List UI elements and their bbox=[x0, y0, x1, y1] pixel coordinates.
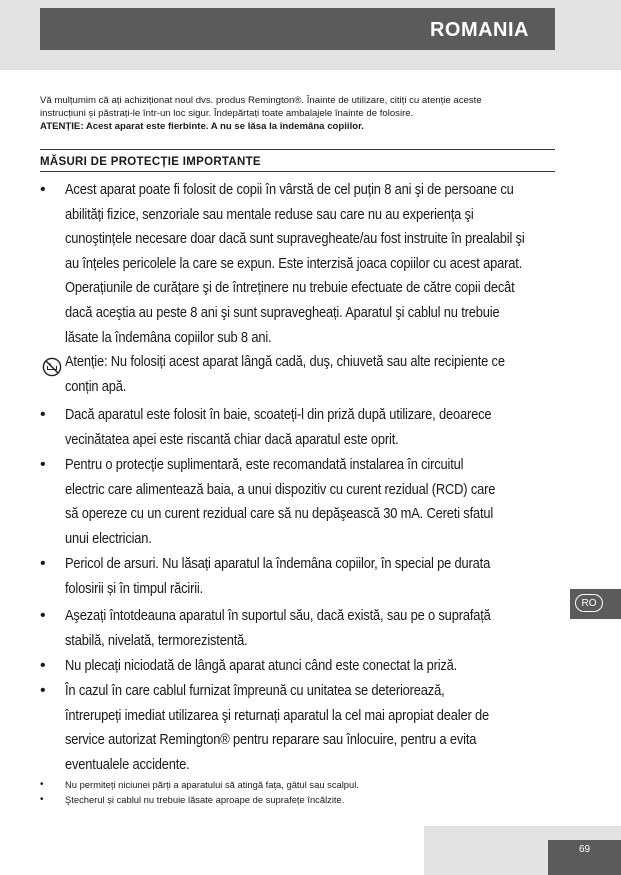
divider-bottom bbox=[40, 171, 555, 172]
intro-line-1: Vă mulțumim că ați achiziționat noul dvs. produs Remington®. Înainte de utilizare, citiți cu atenție aceste bbox=[40, 95, 482, 106]
text-line: abilități fizice, senzoriale sau mentale reduse sau care nu au experiența şi bbox=[65, 205, 474, 223]
header-bar bbox=[40, 8, 555, 50]
list-item-text bbox=[65, 453, 560, 551]
text-line: Aşezați întotdeauna aparatul în suportul său, dacă există, sau pe o suprafață bbox=[65, 607, 491, 624]
text-line: Operațiunile de curățare şi de întreținere nu trebuie efectuate de către copii decât bbox=[65, 279, 515, 297]
bullet: • bbox=[40, 555, 46, 572]
list-item-text bbox=[65, 679, 560, 777]
page-title: ROMANIA bbox=[429, 19, 529, 41]
text-line: cunoştințele necesare doar dacă sunt supravegheate/au fost instruite în prealabil şi bbox=[65, 230, 525, 248]
bullet: • bbox=[40, 779, 44, 790]
bullet: • bbox=[40, 406, 46, 423]
bullet: • bbox=[40, 682, 46, 699]
list-item-text: Ştecherul și cablul nu trebuie lăsate aproape de suprafețe încălzite. bbox=[65, 794, 345, 805]
list-item-text bbox=[65, 604, 560, 653]
text-line: vecinătatea apei este riscantă chiar dacă aparatul este oprit. bbox=[65, 430, 399, 448]
text-line: lăsate la îndemâna copiilor sub 8 ani. bbox=[65, 328, 272, 346]
bullet: • bbox=[40, 794, 44, 805]
intro-warning: ATENȚIE: Acest aparat este fierbinte. A nu se lăsa la îndemâna copiilor. bbox=[40, 121, 364, 132]
section-title: MĂSURI DE PROTECȚIE IMPORTANTE bbox=[40, 156, 261, 168]
list-item-text bbox=[65, 178, 560, 350]
text-line: În cazul în care cablul furnizat împreună cu unitatea se deteriorează, bbox=[65, 682, 445, 699]
text-line: electric care alimentează baia, a unui dispozitiv cu curent rezidual (RCD) care bbox=[65, 480, 496, 498]
text-line: Acest aparat poate fi folosit de copii în vârstă de cel puțin 8 ani şi de persoane cu bbox=[65, 181, 514, 198]
intro-paragraph bbox=[40, 94, 555, 133]
text-line: service autorizat Remington® pentru reparare sau înlocuire, pentru a evita bbox=[65, 731, 477, 749]
language-badge: RO bbox=[575, 594, 603, 612]
list-item-text bbox=[65, 403, 560, 452]
bullet: • bbox=[40, 181, 46, 198]
text-line: folosirii și în timpul răcirii. bbox=[65, 579, 204, 597]
bullet: • bbox=[40, 456, 46, 473]
divider-top bbox=[40, 149, 555, 150]
list-item-text bbox=[65, 350, 560, 399]
no-water-icon bbox=[42, 357, 62, 377]
text-line: au înțeles pericolele la care se expun. Este interzisă joaca copiilor cu acest aparat. bbox=[65, 254, 523, 272]
list-item-text: Nu permiteți niciunei părți a aparatului să atingă fața, gâtul sau scalpul. bbox=[65, 779, 359, 790]
text-line: să opereze cu un curent rezidual care să nu depăşească 30 mA. Cereti sfatul bbox=[65, 505, 494, 523]
text-line: Pericol de arsuri. Nu lăsați aparatul la îndemâna copiilor, în special pe durata bbox=[65, 555, 491, 572]
intro-line-2: instrucțiuni și păstrați-le într-un loc sigur. Îndepărtați toate ambalajele înainte de folosire. bbox=[40, 108, 414, 119]
text-line: Atenție: Nu folosiți acest aparat lângă cadă, duş, chiuvetă sau alte recipiente ce bbox=[65, 353, 505, 370]
text-line: conțin apă. bbox=[65, 377, 127, 395]
text-line: eventualele accidente. bbox=[65, 755, 190, 773]
text-line: Pentru o protecție suplimentară, este recomandată instalarea în circuitul bbox=[65, 456, 464, 473]
text-line: Dacă aparatul este folosit în baie, scoateți-l din priză după utilizare, deoarece bbox=[65, 406, 492, 423]
bullet: • bbox=[40, 607, 46, 624]
text-line: stabilă, nivelată, termorezistentă. bbox=[65, 631, 248, 649]
text-line: unui electrician. bbox=[65, 529, 152, 547]
list-item-text bbox=[65, 654, 560, 679]
text-line: Nu plecați niciodată de lângă aparat atunci când este conectat la priză. bbox=[65, 657, 458, 674]
list-item-text bbox=[65, 552, 560, 601]
text-line: întrerupeți imediat utilizarea şi returnați aparatul la cel mai apropiat dealer de bbox=[65, 706, 490, 724]
text-line: dacă aceştia au peste 8 ani şi sunt supravegheați. Aparatul şi cablul nu trebuie bbox=[65, 303, 500, 321]
bullet: • bbox=[40, 657, 46, 674]
page-number: 69 bbox=[578, 844, 591, 855]
